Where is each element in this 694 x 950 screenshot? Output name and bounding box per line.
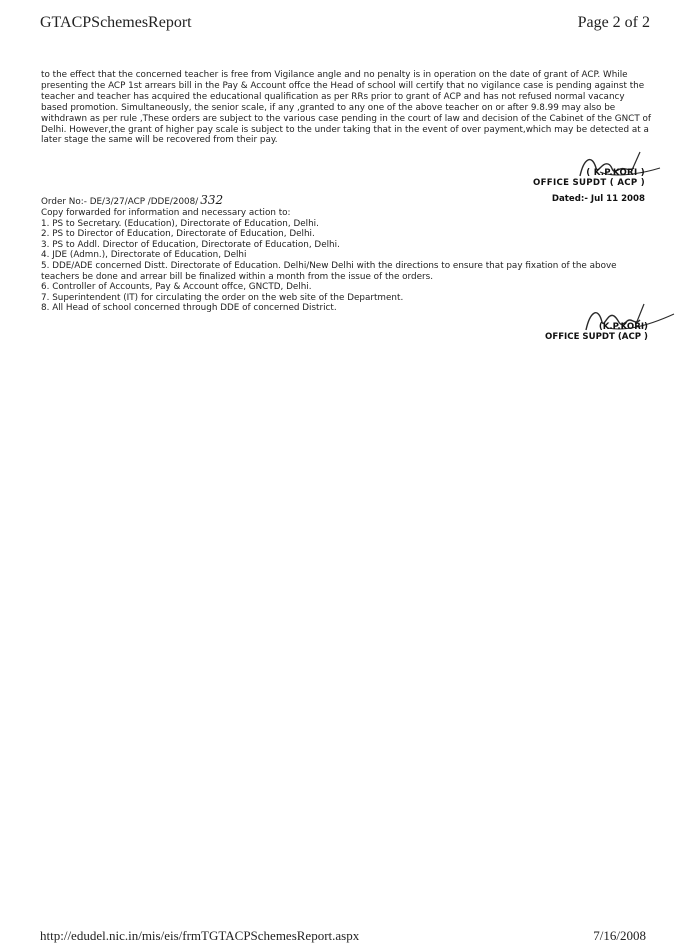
order-number xyxy=(41,193,223,207)
signatory-title: OFFICE SUPDT ( ACP ) xyxy=(533,178,645,188)
list-item: 5. DDE/ADE concerned Distt. Directorate of Education. Delhi/New Delhi with the directions to ensure that pay fixation of the above teachers be done and arrear bill be finalized within a month from the issue of the orders. xyxy=(41,260,617,282)
list-item: 4. JDE (Admn.), Directorate of Education, Delhi xyxy=(41,250,247,261)
body-paragraph: to the effect that the concerned teacher is free from Vigilance angle and no penalty is in operation on the date of grant of ACP. While presenting the ACP 1st arrears bill in the Pay & Account offce the Head of school will certify that no vigilance case is pending against the teacher and teacher has acquired the educational qualification as per RRs prior to grant of ACP and has not refused normal vacancy based promotion. Simultaneously, the senior scale, if any ,granted to any one of the above teacher on or after 9.8.99 may also be withdrawn as per rule ,These orders are subject to the various case pending in the court of law and decision of the Cabinet of the GNCT of Delhi. However,the grant of higher pay scale is subject to the under taking that in the event of over payment,which may be detected at a later stage the same will be recovered from their pay. xyxy=(41,70,651,146)
signatory-title-2: OFFICE SUPDT (ACP ) xyxy=(545,332,648,342)
signature-block-2 xyxy=(545,322,648,342)
signatory-name: ( K.P.KORI ) xyxy=(586,168,645,178)
list-item: 7. Superintendent (IT) for circulating the order on the web site of the Department. xyxy=(41,292,404,303)
signatory-name-2: (K.P.KORI) xyxy=(598,322,648,332)
list-item: 3. PS to Addl. Director of Education, Directorate of Education, Delhi. xyxy=(41,239,340,250)
list-item: 6. Controller of Accounts, Pay & Account offce, GNCTD, Delhi. xyxy=(41,282,312,293)
page-number: Page 2 of 2 xyxy=(577,14,650,31)
list-item: 8. All Head of school concerned through DDE of concerned District. xyxy=(41,303,337,314)
list-item: 2. PS to Director of Education, Directorate of Education, Delhi. xyxy=(41,229,315,240)
order-number-handwritten: 332 xyxy=(200,193,224,207)
copy-intro: Copy forwarded for information and necessary action to: xyxy=(41,208,291,218)
signature-block-1 xyxy=(533,168,645,188)
list-item: 1. PS to Secretary. (Education), Directorate of Education, Delhi. xyxy=(41,218,319,229)
footer-date: 7/16/2008 xyxy=(593,928,646,943)
dated-line: Dated:- Jul 11 2008 xyxy=(551,194,645,204)
copy-forwarded-list xyxy=(41,208,653,314)
footer-url: http://edudel.nic.in/mis/eis/frmTGTACPSchemesReport.aspx xyxy=(40,928,360,943)
order-number-label: Order No:- DE/3/27/ACP /DDE/2008/ xyxy=(41,197,199,207)
report-title: GTACPSchemesReport xyxy=(40,14,192,31)
